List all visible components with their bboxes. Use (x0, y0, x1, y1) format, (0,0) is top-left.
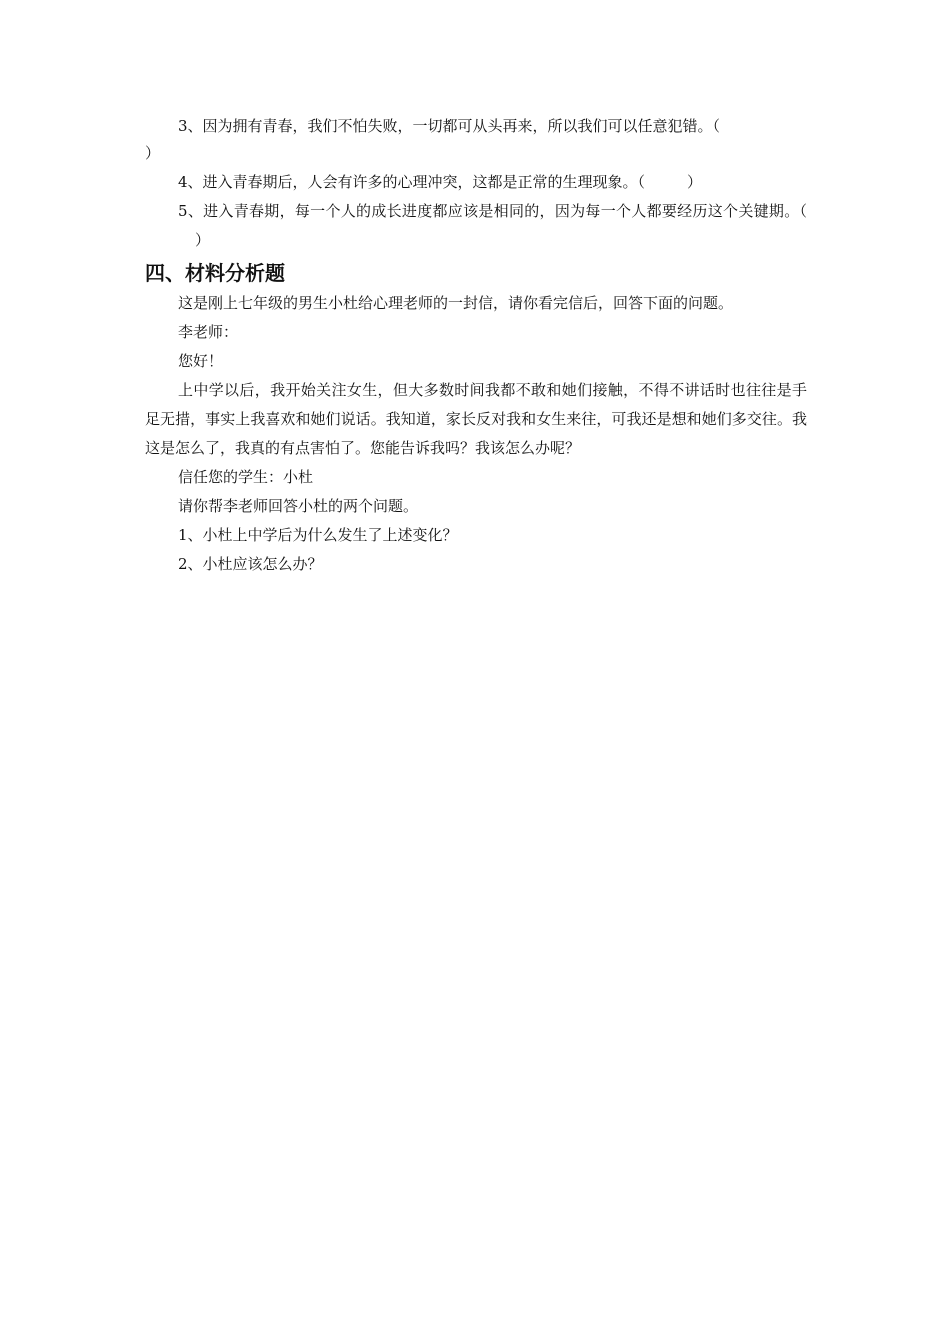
letter-salutation: 李老师： (178, 323, 239, 341)
judgement-item-5-text: 5、进入青春期，每一个人的成长进度都应该是相同的，因为每一个人都要经历这个关键期。（ (178, 202, 807, 220)
judgement-item-4-close-paren: ） (687, 173, 703, 191)
judgement-item-3 (145, 112, 807, 141)
judgement-item-4-text: 4、进入青春期后，人会有许多的心理冲突，这都是正常的生理现象。（ (178, 173, 646, 191)
judgement-item-5-close-paren: ） (195, 231, 211, 249)
judgement-item-4 (145, 168, 807, 197)
question-1: 1、小杜上中学后为什么发生了上述变化？ (178, 526, 458, 544)
task-instruction: 请你帮李老师回答小杜的两个问题。 (178, 497, 419, 515)
judgement-item-5 (145, 197, 807, 255)
letter-body: 上中学以后，我开始关注女生，但大多数时间我都不敢和她们接触，不得不讲话时也往往是手足无措，事实上我喜欢和她们说话。我知道，家长反对我和女生来往，可我还是想和她们多交往。我这是怎么了，我真的有点害怕了。您能告诉我吗？我该怎么办呢？ (145, 381, 807, 457)
judgement-item-3-text: 3、因为拥有青春，我们不怕失败，一切都可从头再来，所以我们可以任意犯错。（ (178, 117, 721, 135)
judgement-item-3-close (145, 139, 807, 168)
letter-signature: 信任您的学生：小杜 (178, 468, 314, 486)
document-content (145, 112, 807, 579)
letter-greeting: 您好！ (178, 352, 224, 370)
intro-paragraph: 这是刚上七年级的男生小杜给心理老师的一封信，请你看完信后，回答下面的问题。 (178, 294, 734, 312)
question-2: 2、小杜应该怎么办？ (178, 555, 323, 573)
judgement-item-3-close-paren: ） (145, 144, 161, 162)
section-heading: 四、材料分析题 (145, 261, 285, 285)
